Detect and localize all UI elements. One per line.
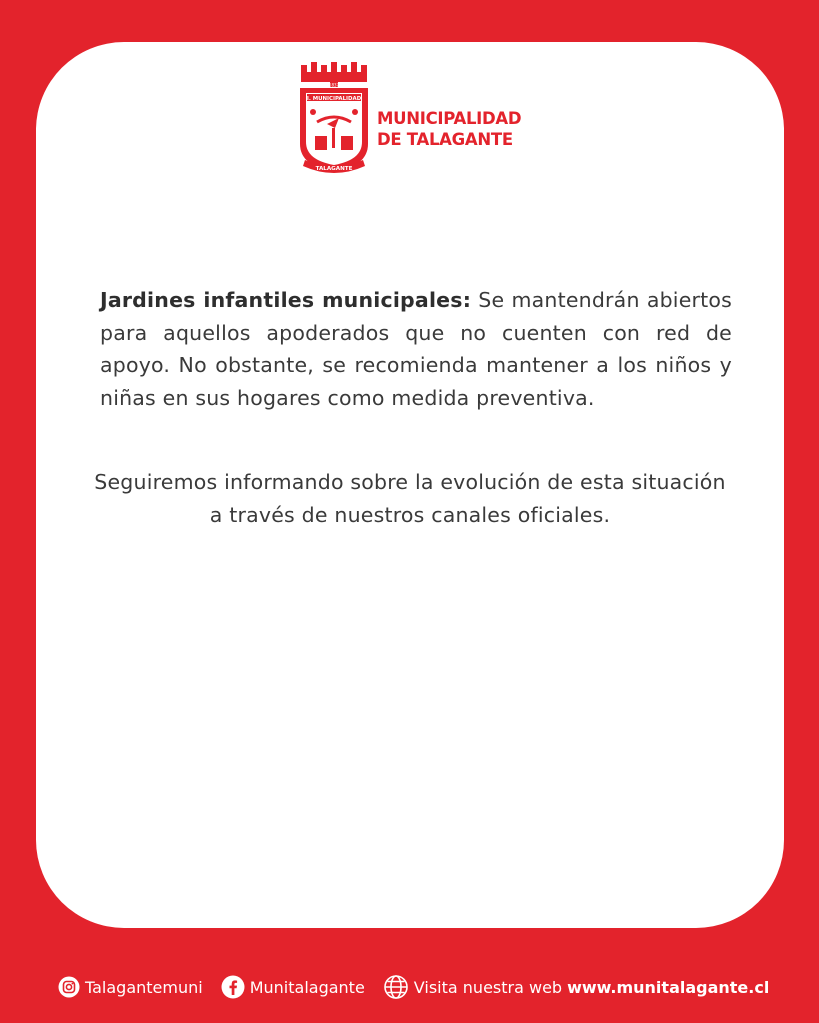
crest-banner: I. MUNICIPALIDAD <box>306 95 362 102</box>
brand-name <box>377 108 521 150</box>
website-link[interactable] <box>383 974 770 1000</box>
web-url: www.munitalagante.cl <box>567 977 770 997</box>
facebook-handle: Munitalagante <box>249 977 365 997</box>
instagram-icon <box>58 976 80 998</box>
lead-text: Se mantendrán abiertos para aquellos apoderados que no cuenten con red de apoyo. No obstante, se recomienda mantener a los niños y niñas en sus hogares como medida preventiva. <box>100 288 732 410</box>
instagram-handle: Talagantemuni <box>85 977 203 997</box>
closing-paragraph: Seguiremos informando sobre la evolución de esta situación a través de nuestros canales oficiales. <box>94 470 726 527</box>
lead-label: Jardines infantiles municipales: <box>100 288 472 312</box>
crest-year: 1837 <box>328 82 340 88</box>
instagram-link[interactable] <box>58 976 203 998</box>
announcement-paragraph <box>100 284 732 414</box>
footer <box>58 972 778 1002</box>
brand-line-1: MUNICIPALIDAD <box>377 109 522 128</box>
municipal-logo <box>297 62 527 180</box>
brand-line-2: DE TALAGANTE <box>377 130 513 149</box>
web-label: Visita nuestra web <box>413 977 563 997</box>
facebook-icon <box>221 975 245 999</box>
globe-icon <box>383 974 409 1000</box>
facebook-link[interactable] <box>221 975 365 999</box>
crest-ribbon: TALAGANTE <box>315 166 353 172</box>
crest-logo-icon <box>297 62 371 176</box>
